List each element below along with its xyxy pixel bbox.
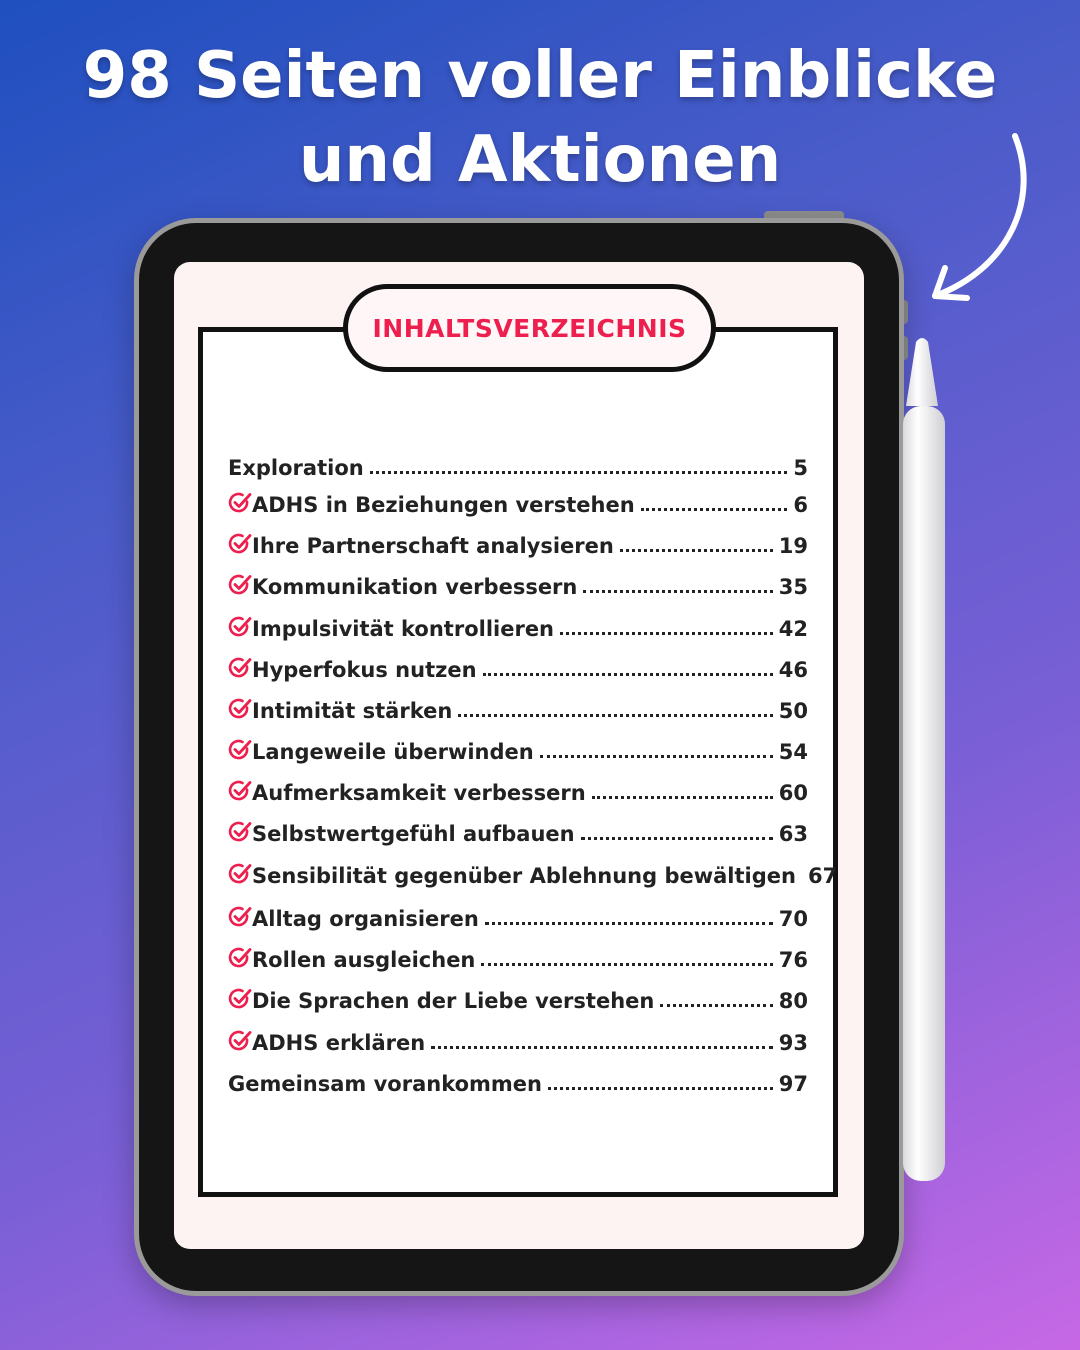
checkmark-circle-icon (228, 779, 252, 803)
toc-entry-label: Gemeinsam vorankommen (228, 1072, 542, 1096)
toc-entry-leader-dots (481, 963, 772, 966)
toc-entry-page-number: 5 (793, 456, 808, 480)
curved-arrow-icon (915, 128, 1045, 313)
toc-entry-leader-dots (485, 922, 773, 925)
toc-entry (228, 775, 808, 805)
toc-entry-page-number: 93 (778, 1031, 808, 1055)
toc-entry (228, 1025, 808, 1055)
stylus-pencil-icon (898, 336, 950, 1186)
toc-entry-label: Exploration (228, 456, 364, 480)
toc-entry-leader-dots (592, 796, 773, 799)
toc-entry-page-number: 54 (778, 740, 808, 764)
toc-entry-page-number: 97 (778, 1072, 808, 1096)
toc-entry-page-number: 70 (778, 907, 808, 931)
toc-entry-page-number: 46 (778, 658, 808, 682)
checkmark-circle-icon (228, 491, 252, 515)
toc-entry (228, 901, 808, 931)
toc-entry-label: Die Sprachen der Liebe verstehen (252, 989, 655, 1013)
checkmark-circle-icon (228, 697, 252, 721)
checkmark-circle-icon (228, 820, 252, 844)
toc-entry-page-number: 67 (807, 864, 838, 888)
checkmark-circle-icon (228, 905, 252, 929)
toc-entry (228, 652, 808, 682)
checkmark-circle-icon (228, 615, 252, 639)
toc-entry-label: Selbstwertgefühl aufbauen (252, 822, 575, 846)
toc-entry (228, 983, 808, 1013)
toc-entry-label: Aufmerksamkeit verbessern (252, 781, 586, 805)
toc-entry-label: Intimität stärken (252, 699, 453, 723)
toc-entry-label: Hyperfokus nutzen (252, 658, 477, 682)
toc-entry (228, 693, 808, 723)
toc-entry-page-number: 63 (778, 822, 808, 846)
toc-entry-page-number: 42 (778, 617, 808, 641)
headline-line-1: 98 Seiten voller Einblicke (82, 39, 998, 113)
toc-entry-leader-dots (431, 1046, 773, 1049)
headline-line-2: und Aktionen (298, 123, 782, 197)
checkmark-circle-icon (228, 946, 252, 970)
toc-entry (228, 487, 808, 517)
checkmark-circle-icon (228, 862, 252, 886)
toc-entry-label: Ihre Partnerschaft analysieren (252, 534, 614, 558)
toc-title: INHALTSVERZEICHNIS (372, 313, 687, 343)
toc-entry-label: ADHS erklären (252, 1031, 426, 1055)
toc-entry-page-number: 35 (778, 575, 808, 599)
toc-entry-leader-dots (560, 632, 773, 635)
toc-entry (228, 858, 838, 888)
toc-entry-label: Rollen ausgleichen (252, 948, 476, 972)
toc-entry-leader-dots (583, 590, 772, 593)
toc-entry-page-number: 76 (778, 948, 808, 972)
toc-entry-leader-dots (370, 471, 788, 474)
toc-entry-leader-dots (581, 837, 773, 840)
toc-entry-leader-dots (660, 1004, 772, 1007)
toc-entry-page-number: 50 (778, 699, 808, 723)
checkmark-circle-icon (228, 573, 252, 597)
toc-entry (228, 734, 808, 764)
toc-entry-label: Impulsivität kontrollieren (252, 617, 555, 641)
toc-entry-leader-dots (483, 673, 773, 676)
toc-entry-leader-dots (641, 508, 788, 511)
toc-entry-leader-dots (548, 1087, 773, 1090)
toc-entry (228, 528, 808, 558)
checkmark-circle-icon (228, 987, 252, 1011)
toc-entry-label: ADHS in Beziehungen verstehen (252, 493, 635, 517)
toc-entry (228, 1066, 808, 1096)
toc-entry-page-number: 60 (778, 781, 808, 805)
checkmark-circle-icon (228, 738, 252, 762)
toc-entry-label: Kommunikation verbessern (252, 575, 578, 599)
toc-entry-leader-dots (458, 714, 772, 717)
toc-entry-label: Langeweile überwinden (252, 740, 534, 764)
checkmark-circle-icon (228, 1029, 252, 1053)
toc-entry-leader-dots (540, 755, 773, 758)
toc-entry-label: Sensibilität gegenüber Ablehnung bewältigen (252, 864, 796, 888)
checkmark-circle-icon (228, 532, 252, 556)
toc-entry (228, 611, 808, 641)
toc-entry (228, 569, 808, 599)
toc-entry-label: Alltag organisieren (252, 907, 479, 931)
checkmark-circle-icon (228, 656, 252, 680)
toc-entry (228, 942, 808, 972)
toc-title-pill (343, 284, 716, 372)
toc-entry-page-number: 80 (778, 989, 808, 1013)
toc-entry-leader-dots (620, 549, 773, 552)
toc-entry (228, 450, 808, 480)
toc-entry-page-number: 19 (778, 534, 808, 558)
toc-entry-page-number: 6 (793, 493, 808, 517)
toc-entry (228, 816, 808, 846)
